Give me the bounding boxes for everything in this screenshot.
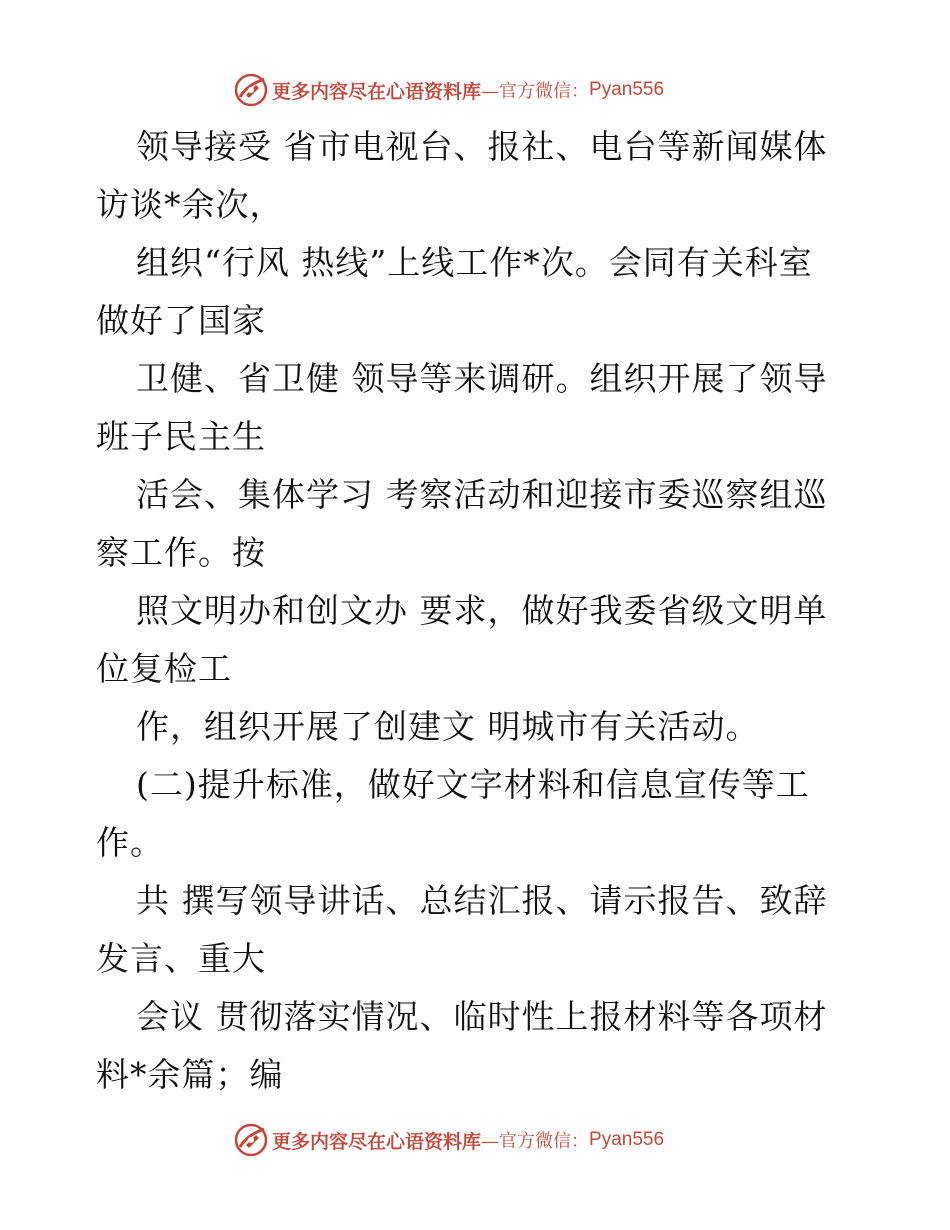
header-banner [234, 72, 714, 108]
text-line: 领导接受 省市电视台、报社、电台等新闻媒体 [136, 127, 828, 166]
footer-banner [234, 1122, 714, 1158]
brand-logo-icon [234, 73, 268, 107]
section-heading: (二)提升标准，做好文字材料和信息宣传等工 [136, 765, 810, 804]
text-line: 发言、重大 [96, 939, 266, 978]
document-body [96, 118, 856, 1104]
text-line: 察工作。按 [96, 533, 266, 572]
text-line: 料*余篇；编 [96, 1055, 284, 1094]
text-line: 位复检工 [96, 649, 232, 688]
text-line: 班子民主生 [96, 417, 266, 456]
text-line: 作。 [96, 823, 164, 862]
banner-site-name: 更多内容尽在心语资料库 [272, 80, 482, 103]
banner-site-name: 更多内容尽在心语资料库 [272, 1130, 482, 1153]
brand-logo-icon [234, 1123, 268, 1157]
text-line: 作，组织开展了创建文 明城市有关活动。 [136, 707, 760, 746]
text-line: 活会、集体学习 考察活动和迎接市委巡察组巡 [136, 475, 828, 514]
text-line: 做好了国家 [96, 301, 266, 340]
text-line: 访谈*余次， [96, 185, 284, 224]
text-line: 卫健、省卫健 领导等来调研。组织开展了领导 [136, 359, 828, 398]
banner-wechat-label: —官方微信： [481, 81, 590, 102]
text-line: 共 撰写领导讲话、总结汇报、请示报告、致辞 [136, 881, 828, 920]
text-line: 会议 贯彻落实情况、临时性上报材料等各项材 [136, 997, 828, 1036]
banner-wechat-label: —官方微信： [481, 1131, 590, 1152]
text-line: 组织“行风 热线”上线工作*次。会同有关科室 [136, 243, 813, 282]
text-line: 照文明办和创文办 要求，做好我委省级文明单 [136, 591, 828, 630]
banner-wechat-id: Pyan556 [589, 1129, 665, 1150]
banner-wechat-id: Pyan556 [589, 79, 665, 100]
